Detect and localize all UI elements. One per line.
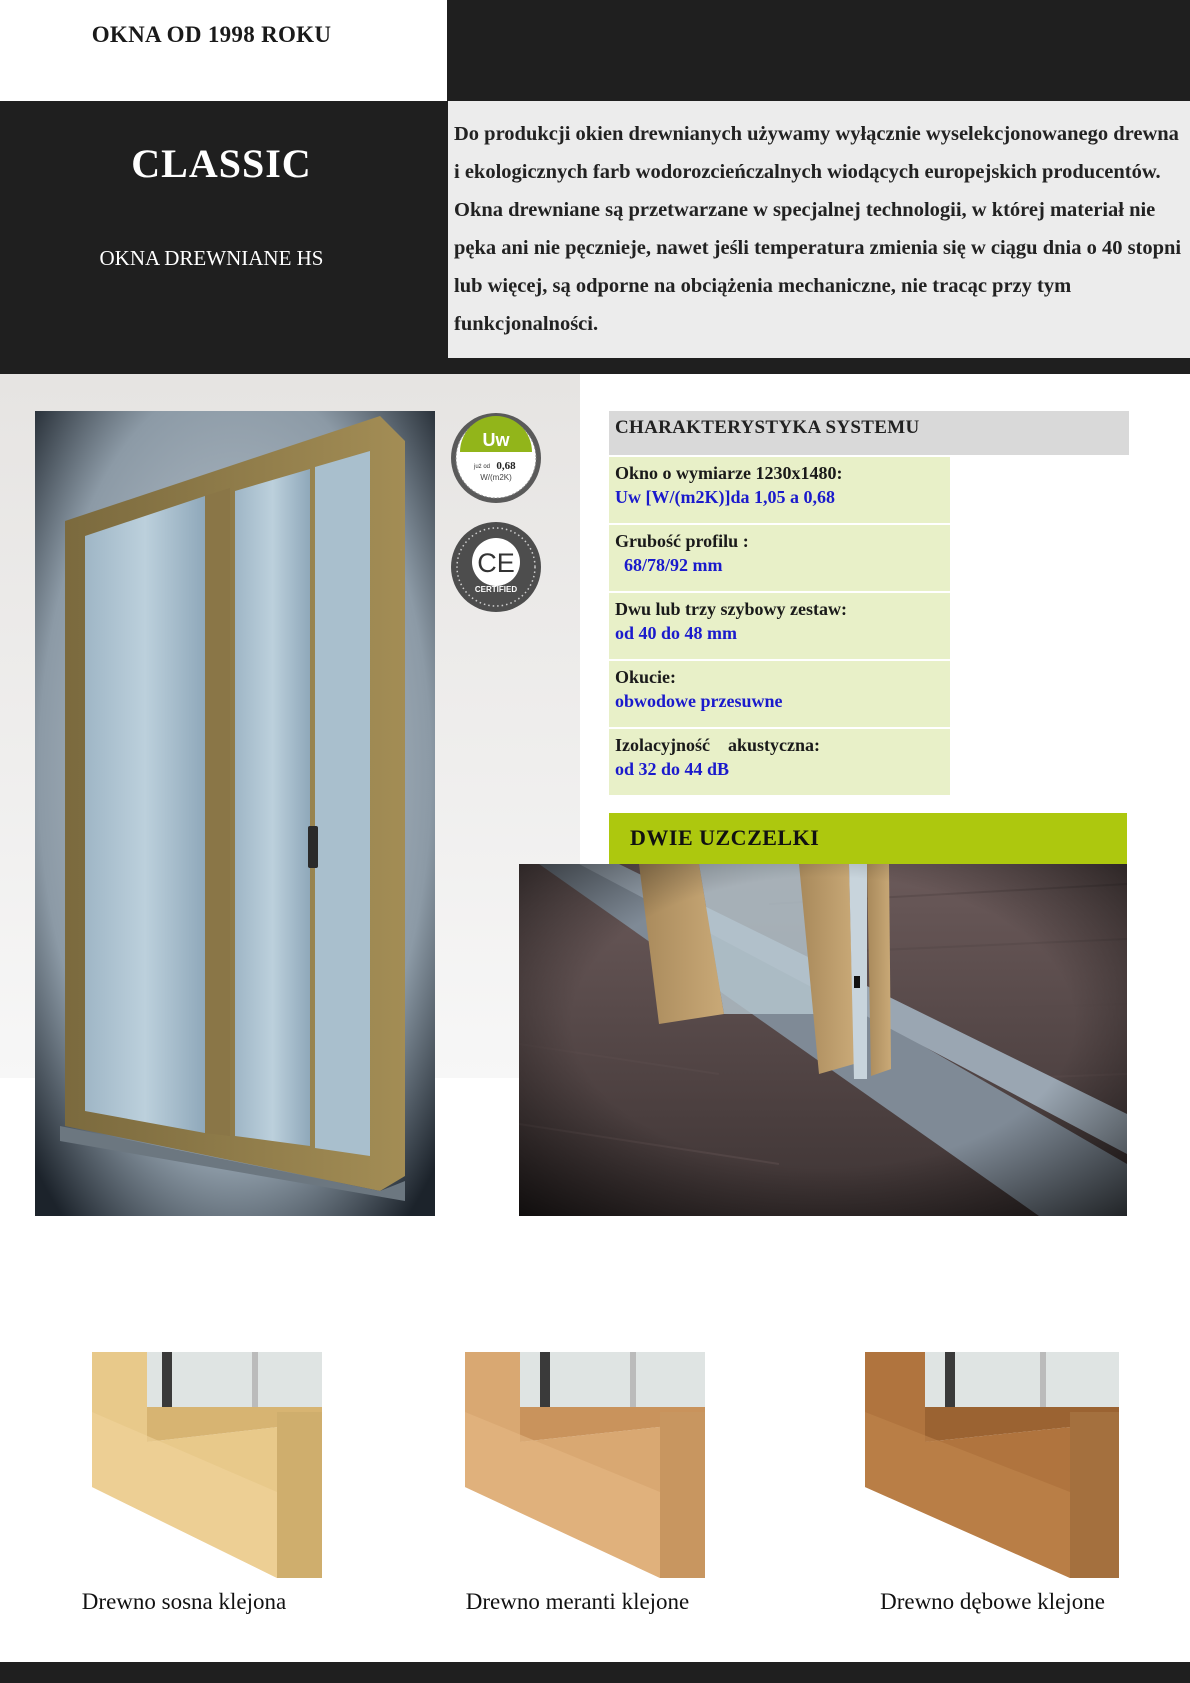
- footer-bar: [0, 1662, 1190, 1683]
- spec-item-dimensions: [609, 457, 950, 523]
- uw-badge-title: Uw: [482, 430, 510, 450]
- page-title: CLASSIC: [131, 141, 312, 186]
- sliding-rail-image: [519, 864, 1127, 1216]
- tagline: OKNA OD 1998 ROKU: [91, 22, 332, 47]
- ce-mark: CE: [477, 548, 515, 578]
- wood-label-pine: Drewno sosna klejona: [81, 1589, 287, 1614]
- uw-badge: [450, 412, 542, 504]
- wood-label-meranti: Drewno meranti klejone: [465, 1589, 690, 1614]
- wood-sample-oak-image: [865, 1352, 1119, 1578]
- uw-badge-unit: W/(m2K): [480, 473, 512, 482]
- spec-label: Okno o wymiarze 1230x1480:: [615, 463, 843, 483]
- spec-value: od 40 do 48 mm: [615, 623, 738, 643]
- spec-value: obwodowe przesuwne: [615, 691, 783, 711]
- uw-badge-prefix: już od: [473, 464, 491, 470]
- wood-sample-meranti-image: [465, 1352, 705, 1578]
- spec-value: Uw [W/(m2K)]da 1,05 a 0,68: [615, 487, 835, 507]
- spec-item-profile-thickness: [609, 525, 950, 591]
- description-box: [448, 101, 1190, 358]
- spec-value: od 32 do 44 dB: [615, 759, 730, 779]
- spec-item-hardware: [609, 661, 950, 727]
- spec-label: Dwu lub trzy szybowy zestaw:: [615, 599, 847, 619]
- spec-value: 68/78/92 mm: [615, 555, 723, 575]
- spec-label: Grubość profilu :: [615, 531, 749, 551]
- gasket-title: DWIE UZCZELKI: [609, 813, 1127, 865]
- ce-certified-text: CERTIFIED: [474, 585, 518, 594]
- uw-badge-value: 0,68: [496, 460, 516, 472]
- wood-label-oak: Drewno dębowe klejone: [880, 1589, 1105, 1614]
- header-white-block: [0, 0, 447, 101]
- wood-sample-pine-image: [92, 1352, 322, 1578]
- page-subtitle: OKNA DREWNIANE HS: [99, 246, 324, 270]
- sliding-door-image: [35, 411, 435, 1216]
- ce-certified-badge: [450, 521, 542, 613]
- description-text: Do produkcji okien drewnianych używamy wyłącznie wyselekcjonowanego drewna i ekologicznych farb wodorozcieńczalnych wiodących europejskich producentów. Okna drewniane są przetwarzane w specjalnej technologii, w której materiał nie pęka ani nie pęcznieje, nawet jeśli temperatura zmienia się w ciągu dnia o 40 stopni lub więcej, są odporne na obciążenia mechaniczne, nie tracąc przy tym funkcjonalności.: [454, 123, 1182, 335]
- system-characteristics-header: CHARAKTERYSTYKA SYSTEMU: [609, 411, 1129, 455]
- spec-label: Izolacyjność akustyczna:: [615, 735, 820, 755]
- spec-label: Okucie:: [615, 667, 676, 687]
- spec-item-glazing: [609, 593, 950, 659]
- spec-item-acoustic: [609, 729, 950, 795]
- header-dark-block: [447, 0, 1190, 101]
